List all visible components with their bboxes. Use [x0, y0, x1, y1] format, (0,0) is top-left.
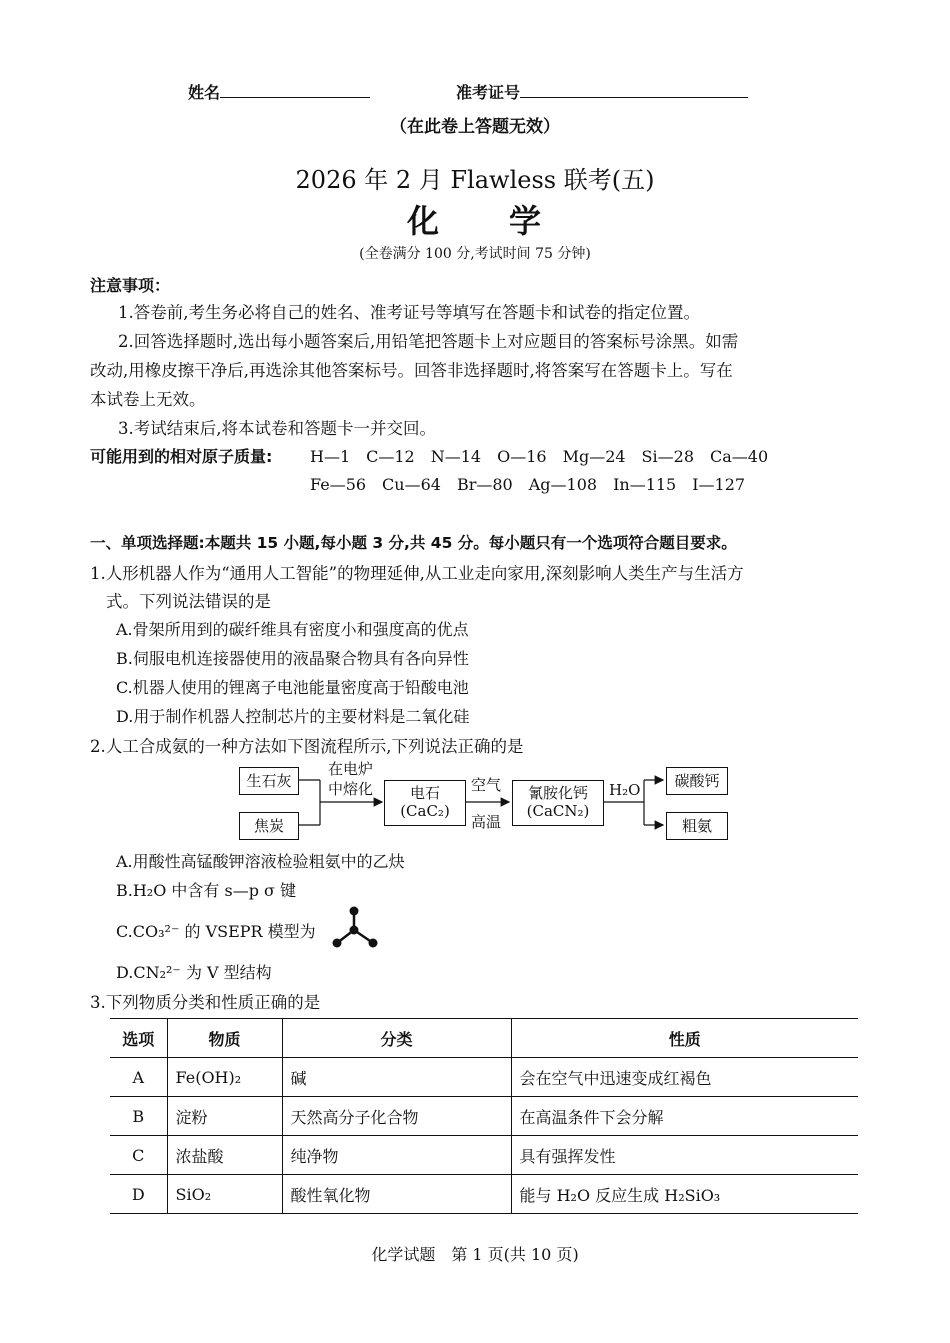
exam-title: 2026 年 2 月 Flawless 联考(五): [295, 166, 655, 194]
atomic-mass-line1: H—1 C—12 N—14 O—16 Mg—24 Si—28 Ca—40: [310, 447, 769, 466]
table-cell-property: 具有强挥发性: [511, 1136, 858, 1175]
table-row: [110, 1058, 858, 1097]
flow-box-calcium-carbide: [384, 780, 466, 826]
q1-option-b: B.伺服电机连接器使用的液晶聚合物具有各向异性: [116, 649, 469, 668]
instruction-3: 3.考试结束后,将本试卷和答题卡一并交回。: [118, 419, 436, 438]
table-cell-classification: 纯净物: [282, 1136, 511, 1175]
table-header-row: [110, 1019, 858, 1058]
flow-label-furnace-2: 中熔化: [328, 780, 374, 798]
table-header-property: 性质: [511, 1019, 858, 1058]
table-cell-substance: SiO₂: [167, 1175, 282, 1214]
flow-box-calcium-carbide-formula: (CaC₂): [400, 802, 450, 820]
flow-label-air: 空气: [471, 776, 502, 794]
table-cell-property: 能与 H₂O 反应生成 H₂SiO₃: [511, 1175, 858, 1214]
atomic-mass-line2: Fe—56 Cu—64 Br—80 Ag—108 In—115 I—127: [310, 475, 746, 494]
q2-option-a: A.用酸性高锰酸钾溶液检验粗氨中的乙炔: [116, 852, 405, 871]
name-label: 姓名: [188, 83, 221, 102]
q2-option-c: C.CO₃²⁻ 的 VSEPR 模型为: [116, 922, 316, 941]
flow-box-calcium-carbonate: 碳酸钙: [666, 767, 728, 795]
atomic-mass-label: 可能用到的相对原子质量:: [90, 447, 273, 466]
flow-box-calcium-cyanamide-name: 氰胺化钙: [527, 784, 588, 802]
exam-id-label: 准考证号: [456, 83, 521, 102]
table-header-substance: 物质: [167, 1019, 282, 1058]
table-cell-substance: Fe(OH)₂: [167, 1058, 282, 1097]
flow-box-crude-ammonia: 粗氨: [666, 812, 728, 840]
table-cell-option: A: [110, 1058, 167, 1097]
q3-table: [110, 1018, 858, 1214]
q2-option-d: D.CN₂²⁻ 为 V 型结构: [116, 963, 272, 982]
q1-option-a: A.骨架所用到的碳纤维具有密度小和强度高的优点: [116, 620, 469, 639]
instruction-1: 1.答卷前,考生务必将自己的姓名、准考证号等填写在答题卡和试卷的指定位置。: [118, 303, 700, 322]
flow-box-coke: 焦炭: [239, 812, 299, 840]
instructions-heading: 注意事项：: [90, 276, 171, 295]
q2-option-b: B.H₂O 中含有 s—p σ 键: [116, 881, 297, 900]
table-cell-classification: 酸性氧化物: [282, 1175, 511, 1214]
flow-box-calcium-cyanamide-formula: (CaCN₂): [526, 802, 590, 820]
table-header-option: 选项: [110, 1019, 167, 1058]
table-cell-option: B: [110, 1097, 167, 1136]
table-cell-option: D: [110, 1175, 167, 1214]
page-footer: 化学试题 第 1 页(共 10 页): [371, 1245, 579, 1264]
table-cell-property: 在高温条件下会分解: [511, 1097, 858, 1136]
table-cell-classification: 碱: [282, 1058, 511, 1097]
exam-info: (全卷满分 100 分,考试时间 75 分钟): [359, 246, 591, 262]
table-row: [110, 1097, 858, 1136]
flow-label-high-temp: 高温: [471, 813, 502, 831]
instruction-2-line1: 2.回答选择题时,选出每小题答案后,用铅笔把答题卡上对应题目的答案标号涂黑。如需: [118, 332, 739, 351]
flow-label-furnace-1: 在电炉: [328, 760, 374, 778]
q1-stem-line1: 1.人形机器人作为“通用人工智能”的物理延伸,从工业走向家用,深刻影响人类生产与生活方: [90, 564, 744, 583]
table-row: [110, 1175, 858, 1214]
flow-label-water: H₂O: [609, 781, 641, 799]
instruction-2-line3: 本试卷上无效。: [90, 390, 206, 409]
table-cell-property: 会在空气中迅速变成红褐色: [511, 1058, 858, 1097]
q1-option-d: D.用于制作机器人控制芯片的主要材料是二氧化硅: [116, 707, 470, 726]
table-cell-option: C: [110, 1136, 167, 1175]
table-cell-classification: 天然高分子化合物: [282, 1097, 511, 1136]
subject-title: 化 学: [406, 202, 543, 240]
table-header-classification: 分类: [282, 1019, 511, 1058]
instruction-2-line2: 改动,用橡皮擦干净后,再选涂其他答案标号。回答非选择题时,将答案写在答题卡上。写在: [90, 361, 733, 380]
table-row: [110, 1136, 858, 1175]
section1-heading: 一、单项选择题:本题共 15 小题,每小题 3 分,共 45 分。每小题只有一个选项符合题目要求。: [90, 534, 737, 552]
table-cell-substance: 淀粉: [167, 1097, 282, 1136]
trigonal-planar-model-icon: [330, 906, 382, 950]
flow-box-quicklime: 生石灰: [239, 767, 299, 795]
q1-option-c: C.机器人使用的锂离子电池能量密度高于铅酸电池: [116, 678, 469, 697]
table-cell-substance: 浓盐酸: [167, 1136, 282, 1175]
flow-box-calcium-carbide-name: 电石: [409, 784, 440, 802]
flow-box-calcium-cyanamide: [512, 780, 604, 826]
q2-stem: 2.人工合成氨的一种方法如下图流程所示,下列说法正确的是: [90, 737, 524, 756]
q1-stem-line2: 式。下列说法错误的是: [106, 592, 271, 611]
invalid-notice: （在此卷上答题无效）: [390, 117, 560, 137]
q3-stem: 3.下列物质分类和性质正确的是: [90, 993, 321, 1012]
